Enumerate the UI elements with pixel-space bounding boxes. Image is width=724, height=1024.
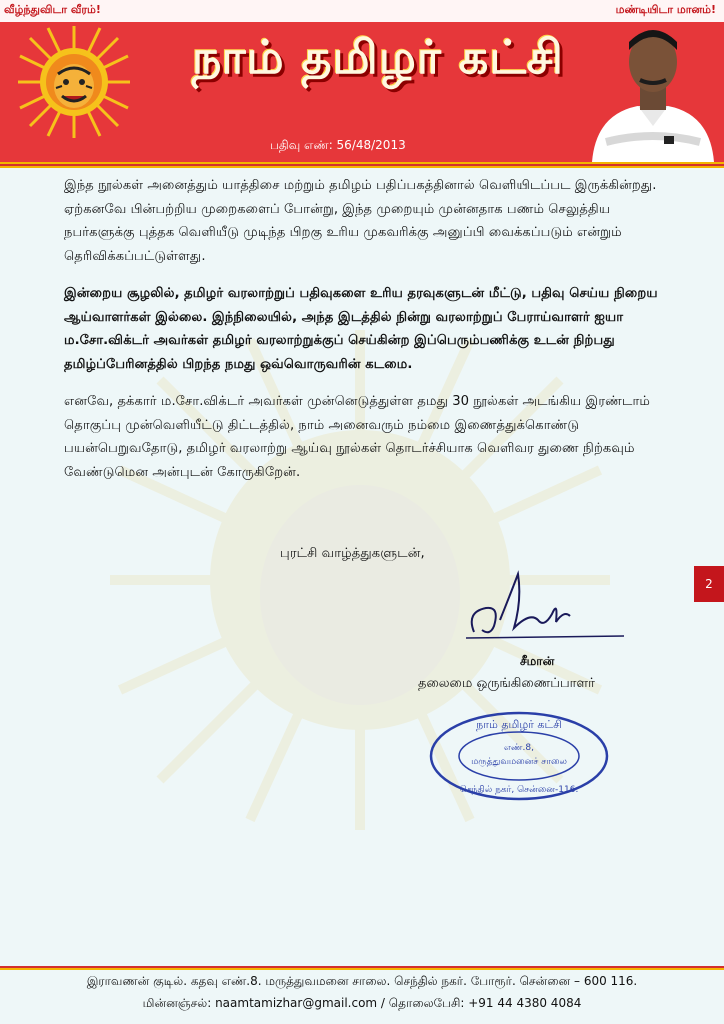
slogan-right: மண்டியிடா மானம்!: [615, 3, 716, 16]
seal-party-name: நாம் தமிழர் கட்சி: [476, 718, 562, 731]
letterhead-header: [0, 0, 724, 162]
footer-contact: மின்னஞ்சல்: naamtamizhar@gmail.com / தொலைபேசி: +91 44 4380 4084: [142, 996, 582, 1010]
letter-body: [64, 174, 662, 498]
party-seal-stamp: [428, 710, 610, 802]
seal-street: மருத்துவமனைச் சாலை: [471, 757, 567, 767]
signatory-role: தலைமை ஒருங்கிணைப்பாளர்: [418, 676, 595, 691]
leader-portrait: [582, 14, 724, 162]
slogan-left: வீழ்ந்துவிடா வீரம்!: [4, 3, 101, 16]
paragraph-2: இன்றைய சூழலில், தமிழர் வரலாற்றுப் பதிவுகளை உரிய தரவுகளுடன் மீட்டு, பதிவு செய்ய நிறைய ஆய்வாளர்கள் இல்லை. இந்நிலையில், அந்த இடத்தில் நின்று வரலாற்றுப் பேராய்வாளர் ஐயா ம.சோ.விக்டர் அவர்கள் தமிழர் வரலாற்றுக்குப் செய்கின்ற இப்பெரும்பணிக்கு உடன் நிற்பது தமிழ்ப்பேரினத்தில் பிறந்த நமது ஒவ்வொருவரின் கடமை.: [64, 286, 658, 372]
signatory-name: சீமான்: [520, 654, 555, 668]
registration-number: பதிவு எண்: 56/48/2013: [270, 138, 406, 152]
signature-scribble: [460, 570, 630, 650]
page-number-tab: 2: [694, 566, 724, 602]
seal-city: செந்தில் நகர், சென்னை-116.: [459, 785, 579, 795]
footer-rule: [0, 966, 724, 970]
party-title: நாம் தமிழர் கட்சி: [192, 30, 564, 84]
paragraph-1: இந்த நூல்கள் அனைத்தும் யாத்திசை மற்றும் தமிழம் பதிப்பகத்தினால் வெளியிடப்பட இருக்கின்றது. ஏற்கனவே பின்பற்றிய முறைகளைப் போன்று, இந்த முறையும் முன்னதாக பணம் செலுத்திய நபர்களுக்கு புத்தக வெளியீடு முடிந்த பிறகு உரிய முகவரிக்கு அனுப்பி வைக்கப்படும் என்றும் தெரிவிக்கப்பட்டுள்ளது.: [64, 178, 657, 264]
paragraph-3: எனவே, தக்கார் ம.சோ.விக்டர் அவர்கள் முன்னெடுத்துள்ள தமது 30 நூல்கள் அடங்கிய இரண்டாம் தொகுப்பு முன்வெளியீட்டு திட்டத்தில், நாம் அனைவரும் நம்மை இணைத்துக்கொண்டு பயன்பெறுவதோடு, தமிழர் வரலாற்று ஆய்வு நூல்கள் தொடர்ச்சியாக வெளிவர துணை நிற்கவும் வேண்டுமென அன்புடன் கோருகிறேன்.: [64, 394, 650, 480]
tiger-emblem-icon: [18, 26, 130, 138]
footer-address: இராவணன் குடில். கதவு எண்.8. மருத்துவமனை சாலை. செந்தில் நகர். போரூர். சென்னை – 600 116.: [86, 974, 638, 988]
seal-door-number: எண்.8,: [504, 743, 534, 753]
closing-salutation: புரட்சி வாழ்த்துகளுடன்,: [280, 546, 425, 561]
header-stripes: [0, 162, 724, 168]
